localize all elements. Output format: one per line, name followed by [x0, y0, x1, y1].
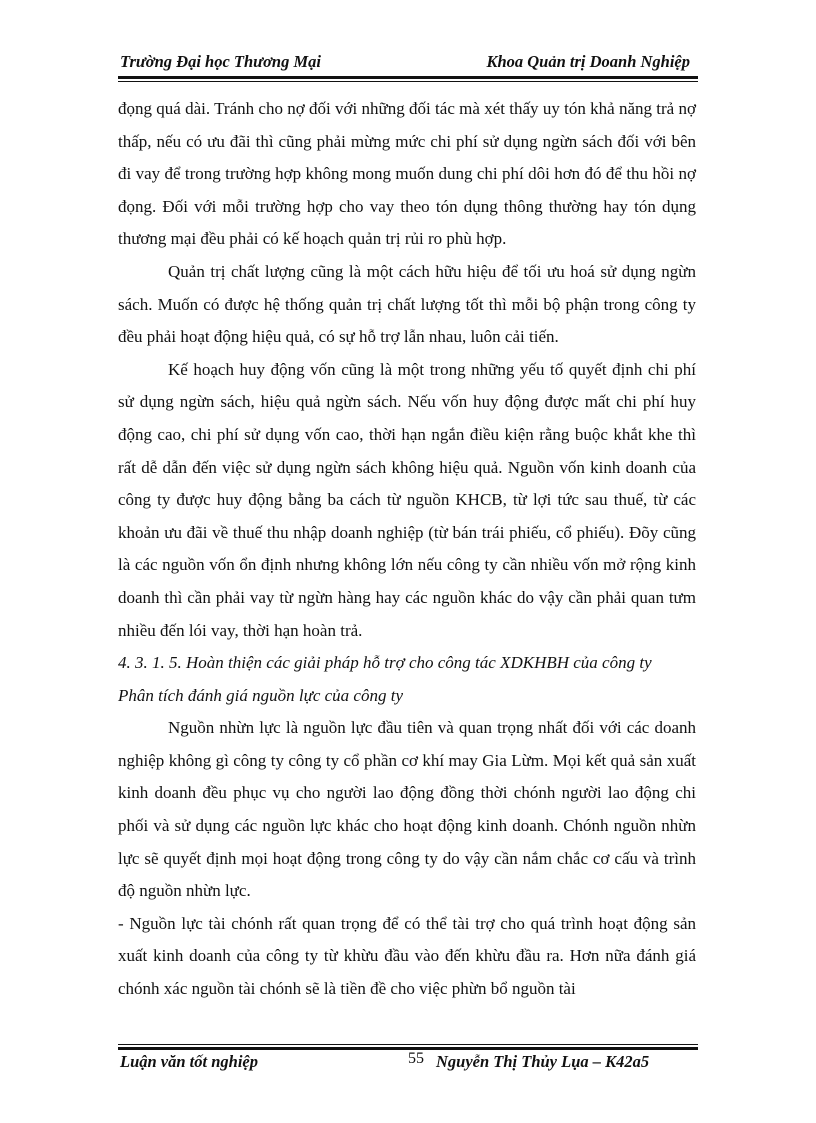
paragraph: Nguồn nhừn lực là nguồn lực đầu tiên và quan trọng nhất đối với các doanh nghiệp không gì công ty công ty cổ phần cơ khí may Gia Lừm. Mọi kết quả sản xuất kinh doanh đều phục vụ cho người lao động đồng thời chónh người lao động chi phối và sử dụng các nguồn lực khác cho hoạt động kinh doanh. Chónh nguồn nhừn lực sẽ quyết định mọi hoạt động trong công ty do vậy cần nắm chắc cơ cấu và trình độ nguồn nhừn lực.: [118, 718, 696, 901]
header-faculty: Khoa Quản trị Doanh Nghiệp: [486, 52, 690, 71]
footer-author: Nguyễn Thị Thủy Lụa – K42a5: [436, 1052, 650, 1071]
footer-thesis-label: Luận văn tốt nghiệp: [120, 1052, 258, 1071]
page-header: [118, 50, 696, 76]
footer-rule-thin: [118, 1044, 698, 1045]
sub-heading: Phân tích đánh giá nguồn lực của công ty: [118, 685, 403, 705]
page-footer: [118, 1050, 696, 1076]
header-rule-thick: [118, 76, 698, 79]
header-university: Trường Đại học Thương Mại: [120, 52, 321, 71]
page-number: 55: [408, 1050, 424, 1067]
paragraph: đọng quá dài. Tránh cho nợ đối với những đối tác mà xét thấy uy tón khả năng trả nợ thấp, nếu có ưu đãi thì cũng phải mừng mức chi phí sử dụng ngừn sách đối với bên đi vay để trong trường hợp không mong muốn dung chi phí dôi hơn đó để thu hồi nợ đọng. Đối với mỗi trường hợp cho vay theo tón dụng thông thường hay tón dụng thương mại đều phải có kế hoạch quản trị rủi ro phù hợp.: [118, 99, 696, 249]
section-heading: 4. 3. 1. 5. Hoàn thiện các giải pháp hỗ trợ cho công tác XDKHBH của công ty: [118, 653, 652, 673]
paragraph: Quản trị chất lượng cũng là một cách hữu hiệu để tối ưu hoá sử dụng ngừn sách. Muốn có được hệ thống quản trị chất lượng tốt thì mỗi bộ phận trong công ty đều phải hoạt động hiệu quả, có sự hỗ trợ lẫn nhau, luôn cải tiến.: [118, 261, 696, 347]
body-text: [118, 93, 696, 1006]
paragraph: - Nguồn lực tài chónh rất quan trọng để có thể tài trợ cho quá trình hoạt động sản xuất kinh doanh của công ty từ khừu đầu vào đến khừu đầu ra. Hơn nữa đánh giá chónh xác nguồn tài chónh sẽ là tiền đề cho việc phừn bổ nguồn tài: [118, 913, 696, 999]
paragraph: Kế hoạch huy động vốn cũng là một trong những yếu tố quyết định chi phí sử dụng ngừn sách, hiệu quả ngừn sách. Nếu vốn huy động được mất chi phí huy động cao, chi phí sử dụng vốn cao, thời hạn ngắn điều kiện rằng buộc khắt khe thì rất dễ dẫn đến việc sử dụng ngừn sách không hiệu quả. Nguồn vốn kinh doanh của công ty được huy động bằng ba cách từ nguồn KHCB, từ lợi tức sau thuế, từ các khoản ưu đãi về thuế thu nhập doanh nghiệp (từ bán trái phiếu, cổ phiếu). Đõy cũng là các nguồn vốn ổn định nhưng không lớn nếu công ty cần nhiều vốn mở rộng kinh doanh thì cần phải vay từ ngừn hàng hay các nguồn khác do vậy cần phải quan tưm nhiều đến lói vay, thời hạn hoàn trả.: [118, 359, 696, 640]
header-rule-thin: [118, 81, 698, 82]
